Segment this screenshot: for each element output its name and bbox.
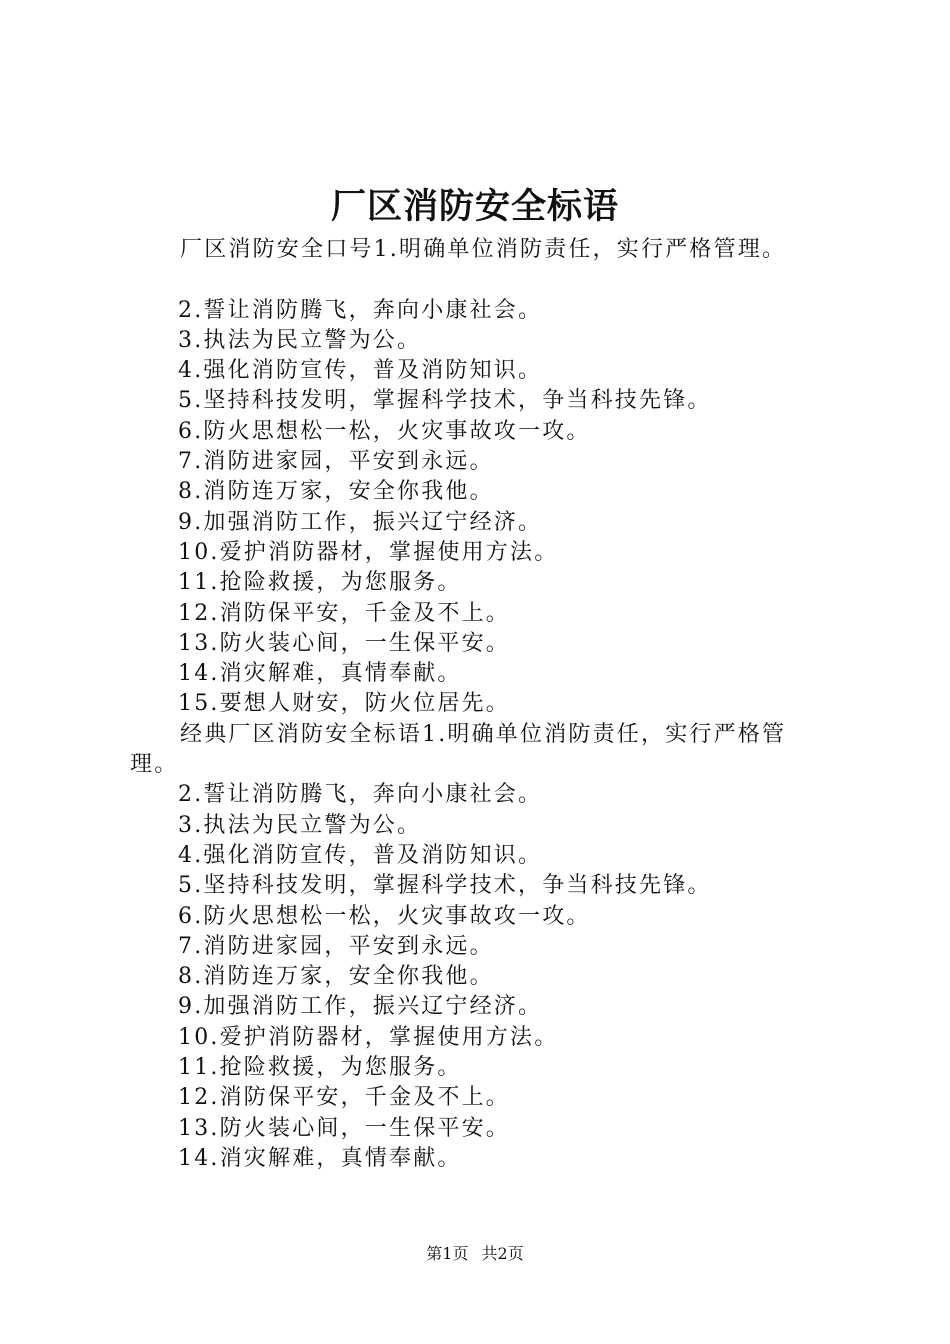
page-number: 第1页	[426, 1244, 469, 1263]
section1-heading: 厂区消防安全口号1.明确单位消防责任，实行严格管理。	[180, 237, 787, 262]
list-item: 5.坚持科技发明，掌握科学技术，争当科技先锋。	[178, 388, 712, 414]
list-item: 7.消防进家园，平安到永远。	[178, 933, 494, 959]
list-item: 2.誓让消防腾飞，奔向小康社会。	[178, 297, 543, 323]
list-item: 12.消防保平安，千金及不上。	[178, 1085, 510, 1111]
section2-list	[130, 780, 830, 1174]
list-item: 10.爱护消防器材，掌握使用方法。	[178, 539, 559, 565]
section2-heading: 经典厂区消防安全标语1.明确单位消防责任，实行严格管理。	[130, 721, 787, 778]
list-item: 14.消灾解难，真情奉献。	[178, 661, 462, 687]
page-total: 共2页	[481, 1244, 524, 1263]
list-item: 3.执法为民立警为公。	[178, 327, 422, 353]
list-item: 11.抢险救援，为您服务。	[178, 1055, 462, 1081]
list-item: 13.防火装心间，一生保平安。	[178, 1115, 510, 1141]
list-item: 4.强化消防宣传，普及消防知识。	[178, 358, 543, 384]
list-item: 2.誓让消防腾飞，奔向小康社会。	[178, 782, 543, 808]
list-item: 3.执法为民立警为公。	[178, 812, 422, 838]
document-title: 厂区消防安全标语	[330, 186, 619, 227]
list-item: 6.防火思想松一松，火灾事故攻一攻。	[178, 903, 591, 929]
page-footer	[0, 1244, 950, 1264]
list-item: 8.消防连万家，安全你我他。	[178, 479, 494, 505]
list-item: 6.防火思想松一松，火灾事故攻一攻。	[178, 418, 591, 444]
list-item: 9.加强消防工作，振兴辽宁经济。	[178, 509, 543, 535]
list-item: 14.消灾解难，真情奉献。	[178, 1145, 462, 1171]
list-item: 12.消防保平安，千金及不上。	[178, 600, 510, 626]
list-item: 8.消防连万家，安全你我他。	[178, 964, 494, 990]
blank-line	[130, 265, 830, 295]
section1-list	[130, 296, 830, 720]
list-item: 7.消防进家园，平安到永远。	[178, 449, 494, 475]
list-item: 11.抢险救援，为您服务。	[178, 570, 462, 596]
list-item: 9.加强消防工作，振兴辽宁经济。	[178, 994, 543, 1020]
list-item: 10.爱护消防器材，掌握使用方法。	[178, 1024, 559, 1050]
list-item: 13.防火装心间，一生保平安。	[178, 630, 510, 656]
document-body	[130, 235, 830, 1174]
list-item: 15.要想人财安，防火位居先。	[178, 691, 510, 717]
list-item: 5.坚持科技发明，掌握科学技术，争当科技先锋。	[178, 873, 712, 899]
list-item: 4.强化消防宣传，普及消防知识。	[178, 842, 543, 868]
